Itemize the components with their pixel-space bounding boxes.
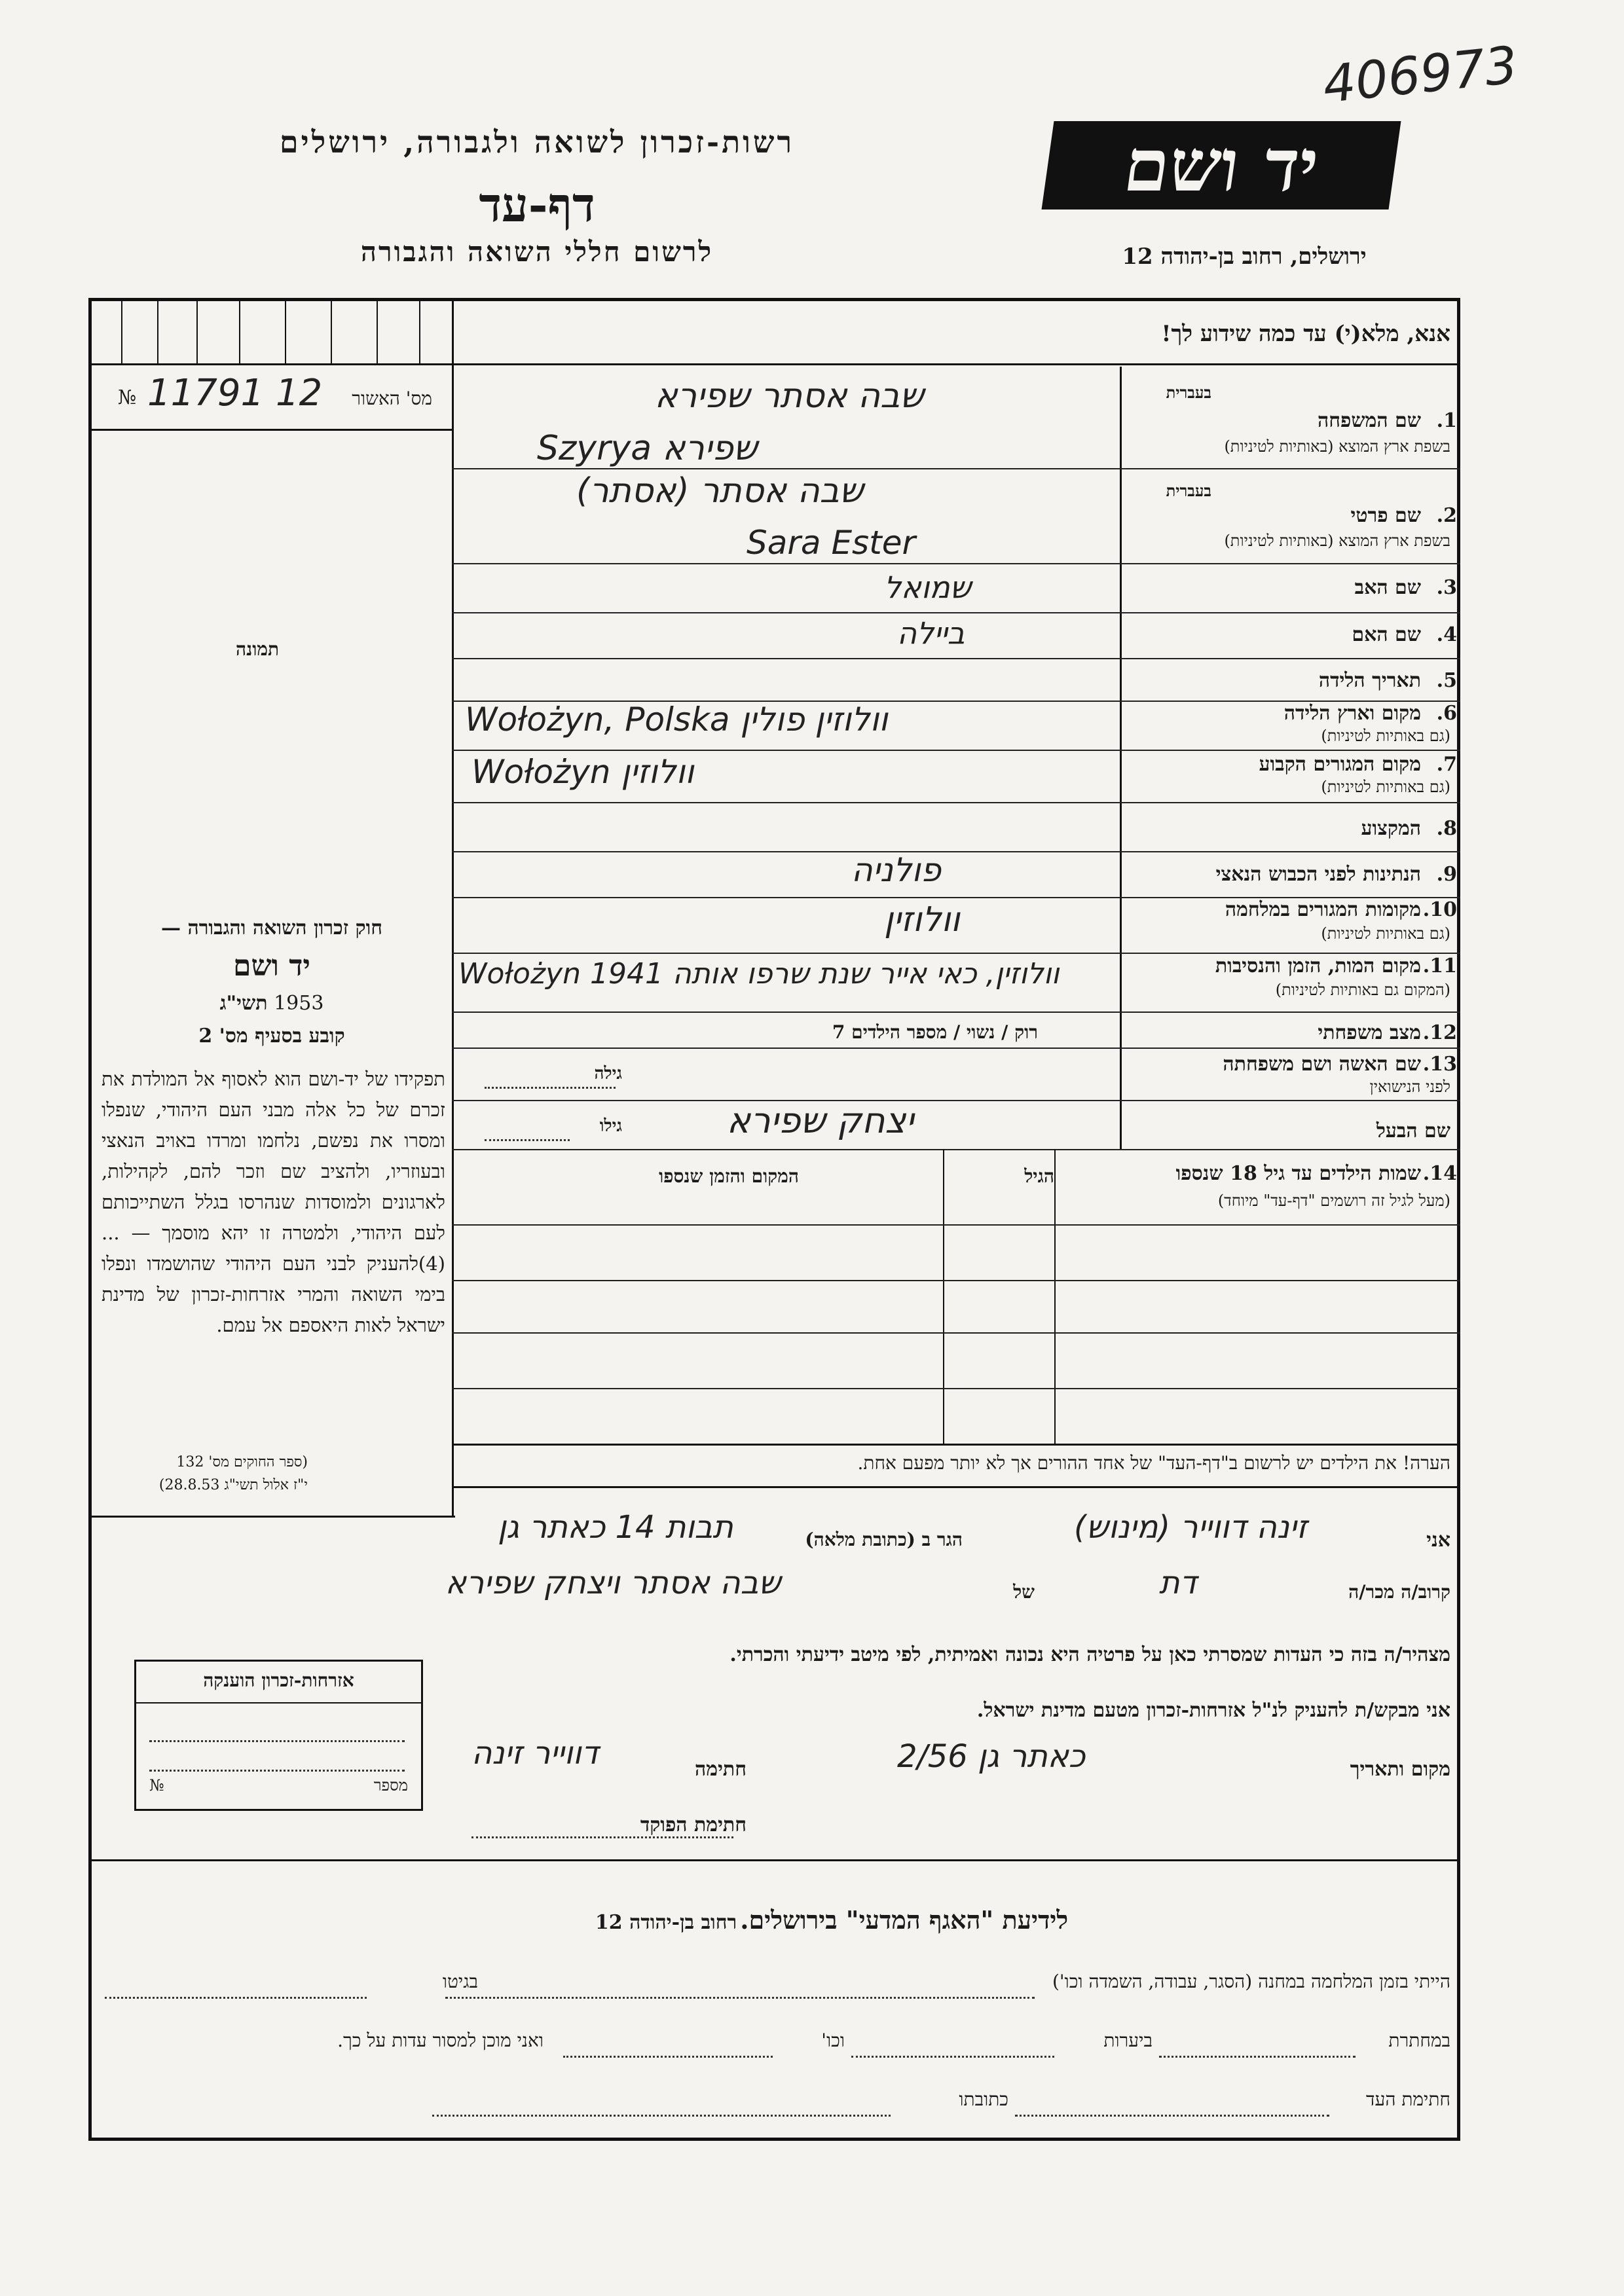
footer-title: לידיעת "האגף המדעי" בירושלים. xyxy=(740,1905,1069,1935)
field-8-number: 8. xyxy=(1436,817,1457,840)
field-7-number: 7. xyxy=(1436,753,1457,776)
field-3-label: שם האב xyxy=(1354,576,1421,599)
field-6-value: Wołożyn, Polska וולוזין פולין xyxy=(465,701,888,738)
field-1-number: 1. xyxy=(1436,409,1457,432)
citizenship-box xyxy=(134,1660,423,1811)
signature-value: דווייר זינה xyxy=(471,1735,599,1772)
signature-label: חתימה xyxy=(695,1758,747,1781)
footer-ghetto: בגיטו xyxy=(442,1971,478,1992)
registration-label: מס' האשור xyxy=(352,388,432,409)
field-7-note: (גם באותיות לטיניות) xyxy=(1321,778,1450,796)
declaration-request: אני מבקש/ת להעניק לנ"ל אזרחות-זכרון מטעם מדינת ישראל. xyxy=(976,1699,1450,1722)
field-11-label: מקום המות, הזמן והנסיבות xyxy=(1215,955,1421,977)
field-4-value: ביילה xyxy=(897,615,965,651)
field-13-number: 13. xyxy=(1422,1053,1457,1076)
registration-number: 11791 12 xyxy=(147,372,323,414)
citizenship-number-symbol: № xyxy=(149,1776,164,1795)
law-name: יד ושם xyxy=(233,949,310,983)
field-9-number: 9. xyxy=(1436,863,1457,886)
footer-forests: ביערות xyxy=(1103,2030,1153,2051)
footer-etc: וכו' xyxy=(821,2030,845,2051)
registration-no-symbol: № xyxy=(118,386,137,409)
citizenship-title: אזרחות-זכרון הוענקה xyxy=(203,1669,354,1691)
husband-value: יצחק שפירא xyxy=(727,1100,914,1141)
photo-label: תמונה xyxy=(236,638,280,660)
husband-label: שם הבעל xyxy=(1376,1120,1450,1142)
field-1-label: שם המשפחה xyxy=(1317,409,1421,432)
authority-title: רשות-זכרון לשואה ולגבורה, ירושלים xyxy=(279,124,795,160)
field-1-in-hebrew: בעברית xyxy=(1166,383,1211,402)
field-4-number: 4. xyxy=(1436,623,1457,646)
logo: יד ושם xyxy=(1042,121,1401,210)
field-13-note: לפני הנישואין xyxy=(1369,1078,1450,1096)
remark: הערה! את הילדים יש לרשום ב"דף-העד" של אחד ההורים אך לא יותר מפעם אחת. xyxy=(857,1452,1450,1474)
law-reference-2: י"ז אלול תשי"ג 28.8.53) xyxy=(158,1477,308,1493)
declaration-i-label: אני xyxy=(1426,1529,1450,1552)
field-2-value-hebrew: שבה אסתר (אסתר) xyxy=(576,471,864,511)
children-number: 14. xyxy=(1422,1162,1457,1185)
field-12-value: רוק / נשוי / מספר הילדים 7 xyxy=(832,1021,1038,1043)
husband-age-label: גילו xyxy=(599,1116,622,1136)
declaration-relation: דת xyxy=(1159,1565,1197,1601)
declaration-name: זינה דווייר (מינוש) xyxy=(1074,1509,1308,1546)
archive-number: 406973 xyxy=(1320,35,1521,115)
children-col-age: הגיל xyxy=(1024,1165,1054,1187)
field-2-in-hebrew: בעברית xyxy=(1166,481,1211,500)
field-10-number: 10. xyxy=(1422,898,1457,921)
field-6-number: 6. xyxy=(1436,702,1457,725)
place-date-value: כאתר גן 2/56 xyxy=(897,1738,1086,1775)
field-3-number: 3. xyxy=(1436,576,1457,599)
law-reference-1: (ספר החוקים מס' 132 xyxy=(176,1454,308,1470)
field-11-value: Wołożyn 1941 וולוזין, כאי אייר שנת שרפו אותה xyxy=(458,957,1060,991)
footer-address: רחוב בן-יהודה 12 xyxy=(595,1911,737,1934)
footer-header xyxy=(485,1905,1179,1935)
law-text: תפקידו של יד-ושם הוא לאסוף אל המולדת את זכרם של כל אלה מבני העם היהודי, שנפלו ומסרו את נפשם, נלחמו ומרדו באויב הנאצי ובעוזריו, ולהציב שם וזכר להם, לקהילות, לארגונים ולמוסדות שנהרסו בגלל השתייכותם לעם היהודי, ולמטרה זו יהא מוסמך — ...(4)להעניק לבני העם היהודי שהושמדו ונפלו בימי השואה והמרי אזרחות-זכרון של מדינת ישראל לאות היאספם אל עמם. xyxy=(101,1068,445,1336)
declaration-statement: מצהיר/ה בזה כי העדות שמסרתי כאן על פרטיה היא נכונה ואמיתית, לפי מיטב ידיעתי והכרתי. xyxy=(729,1643,1450,1666)
children-note: (מעל לגיל זה רושמים "דף-עד" מיוחד) xyxy=(1217,1192,1450,1210)
field-6-label: מקום וארץ הלידה xyxy=(1283,702,1421,725)
field-5-number: 5. xyxy=(1436,669,1457,692)
form-subtitle: לרשום חללי השואה והגבורה xyxy=(360,236,714,268)
declaration-of-label: של xyxy=(1013,1581,1035,1603)
law-year-number: 1953 xyxy=(274,992,324,1015)
field-3-value: שמואל xyxy=(884,570,972,605)
field-2-number: 2. xyxy=(1436,504,1457,527)
law-clause: קובע בסעיף מס' 2 xyxy=(198,1025,345,1048)
children-title: שמות הילדים עד גיל 18 שנספו xyxy=(1175,1162,1421,1185)
field-9-value: פולניה xyxy=(851,851,942,889)
field-7-label: מקום המגורים הקבוע xyxy=(1259,753,1421,776)
field-8-label: המקצוע xyxy=(1361,817,1421,840)
field-4-label: שם האם xyxy=(1352,623,1421,646)
law-year-hebrew: תשי"ג xyxy=(219,992,268,1015)
field-5-label: תאריך הלידה xyxy=(1318,669,1421,692)
field-2-value-latin: Sara Ester xyxy=(747,524,916,562)
field-13-age-label: גילה xyxy=(594,1064,622,1084)
field-13-label: שם האשה ושם משפחתה xyxy=(1223,1053,1421,1076)
field-1-value-hebrew: שבה אסתר שפירא xyxy=(655,376,925,416)
law-title: חוק זכרון השואה והגבורה — xyxy=(161,917,382,939)
field-6-note: (גם באותיות לטיניות) xyxy=(1321,727,1450,745)
children-col-place: המקום והזמן שנספו xyxy=(659,1165,799,1187)
place-date-label: מקום ותאריך xyxy=(1350,1758,1450,1781)
law-year xyxy=(98,992,445,1015)
field-2-label: שם פרטי xyxy=(1350,504,1421,527)
declaration-deceased-names: שבה אסתר ויצחק שפירא xyxy=(445,1565,781,1601)
field-12-label: מצב משפחתי xyxy=(1318,1021,1421,1044)
field-9-label: הנתינות לפני הכבוש הנאצי xyxy=(1215,863,1421,886)
header-address: ירושלים, רחוב בן-יהודה 12 xyxy=(1122,244,1367,270)
declaration-relation-label: קרוב/ה מכר/ה xyxy=(1348,1581,1450,1603)
footer-line1: הייתי בזמן המלחמה במחנה (הסגר, עבודה, השמדה וכו') xyxy=(1052,1971,1450,1992)
footer-witness-address: כתובתו xyxy=(959,2088,1008,2110)
field-11-number: 11. xyxy=(1422,955,1457,977)
field-2-latin-note: בשפת ארץ המוצא (באותיות לטיניות) xyxy=(1224,532,1450,550)
field-11-note: (המקום גם באותיות לטיניות) xyxy=(1275,981,1450,999)
field-7-value: Wołożyn וולוזין xyxy=(471,753,694,791)
field-10-label: מקומות המגורים במלחמה xyxy=(1225,898,1421,921)
field-10-note: (גם באותיות לטיניות) xyxy=(1321,924,1450,943)
footer-witness-signature: חתימת העד xyxy=(1366,2088,1450,2110)
field-1-value-latin: Szyrya שפירא xyxy=(537,429,758,468)
field-12-number: 12. xyxy=(1422,1021,1457,1044)
field-1-latin-note: בשפת ארץ המוצא (באותיות לטיניות) xyxy=(1224,437,1450,456)
footer-underground: במחתרת xyxy=(1388,2030,1450,2051)
declaration-address: תבות 14 כאתר גן xyxy=(498,1509,733,1546)
officer-signature-label: חתימת הפוקד xyxy=(640,1813,747,1836)
field-10-value: וולוזין xyxy=(884,900,960,939)
form-title: דף-עד xyxy=(479,177,595,232)
declaration-address-label: הגר ב (כתובת מלאה) xyxy=(805,1529,963,1550)
citizenship-number-label: מספר xyxy=(373,1776,408,1795)
footer-ready: ואני מוכן למסור עדות על כך. xyxy=(337,2030,544,2051)
instruction: אנא, מלא(י) עד כמה שידוע לך! xyxy=(1161,321,1450,347)
